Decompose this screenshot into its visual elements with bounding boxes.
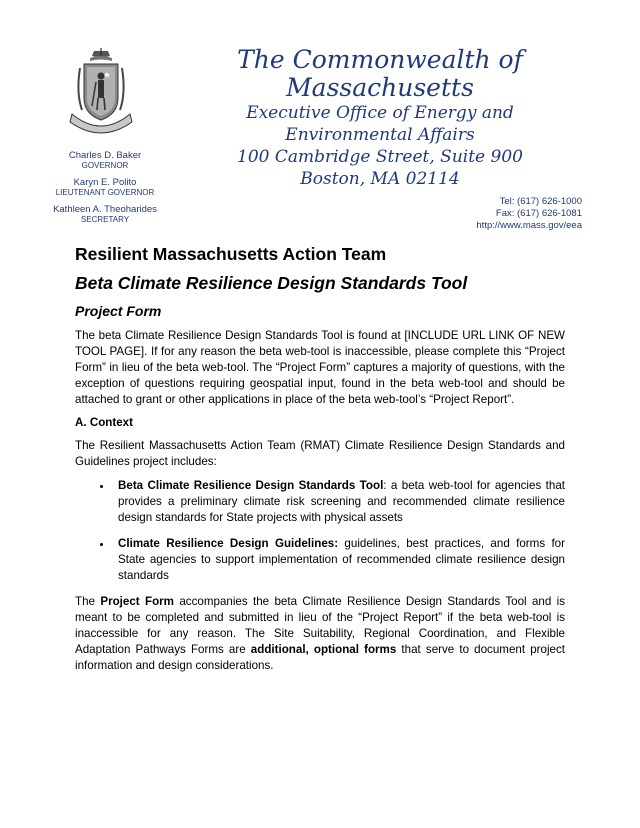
official-title: GOVERNOR [81,161,129,170]
official-governor [40,150,170,171]
document-body [75,244,565,682]
official-title: SECRETARY [80,215,130,224]
contact-tel: Tel: (617) 626-1000 [499,196,582,207]
official-name: Charles D. Baker [68,150,142,161]
bullet-bold: Beta Climate Resilience Design Standards Tool [118,479,384,492]
letterhead-office: Executive Office of Energy and Environmental Affairs [246,103,514,145]
officials-list [40,150,170,231]
closing-text: The [75,595,101,608]
context-intro-paragraph: The Resilient Massachusetts Action Team (RMAT) Climate Resilience Design Standards and Guidelines project includes: [75,439,565,468]
context-bullet-list [75,478,565,584]
bullet-text: guidelines, best practices, and forms for State agencies to support implementation of recommended climate resilience design standards [118,537,565,582]
contact-fax: Fax: (617) 626-1081 [495,208,582,219]
bullet-bold: Climate Resilience Design Guidelines: [118,537,339,550]
official-lieutenant-governor [40,177,170,198]
letterhead-street: 100 Cambridge Street, Suite 900 [237,147,523,167]
official-secretary [40,204,170,225]
intro-paragraph: The beta Climate Resilience Design Standards Tool is found at [INCLUDE URL LINK OF NEW TOOL PAGE]. If for any reason the beta web-tool is inaccessible, please complete this “Project Form” in lieu of the beta web-tool. The “Project Form” captures a majority of questions, with the exception of questions requiring geospatial input, found in the beta web-tool and should be attached to grant or other applications in place of the beta web-tool’s “Project Report”. [75,329,565,406]
list-item [113,478,565,526]
closing-text: that serve to document project information and design considerations. [75,643,565,672]
letterhead-title: The Commonwealth of Massachusetts [237,45,523,102]
official-title: LIEUTENANT GOVERNOR [55,188,155,197]
list-item [113,536,565,584]
official-name: Kathleen A. Theoharides [53,204,157,215]
massachusetts-seal-icon [66,48,136,140]
closing-bold: additional, optional forms [250,643,397,656]
closing-paragraph [75,594,565,674]
form-title: Project Form [75,303,162,319]
letterhead [180,46,580,190]
letterhead-city: Boston, MA 02114 [300,169,460,189]
official-name: Karyn E. Polito [73,177,137,188]
document-heading: Resilient Massachusetts Action Team [75,244,387,264]
contact-website-link[interactable]: http://www.mass.gov/eea [476,220,582,231]
document-subtitle: Beta Climate Resilience Design Standards Tool [75,273,468,293]
bullet-text: : a beta web-tool for agencies that provides a preliminary climate risk screening and recommended climate resilience design standards for State projects with physical assets [118,479,565,524]
closing-text: accompanies the beta Climate Resilience Design Standards Tool and is meant to be completed and submitted in lieu of the “Project Report” if the beta web-tool is inaccessible for any reason. The Site Suitability, Regional Coordination, and Flexible Adaptation Pathways Forms are [75,595,566,656]
contact-block [476,196,582,232]
closing-bold: Project Form [100,595,174,608]
section-a-heading: A. Context [75,416,133,429]
